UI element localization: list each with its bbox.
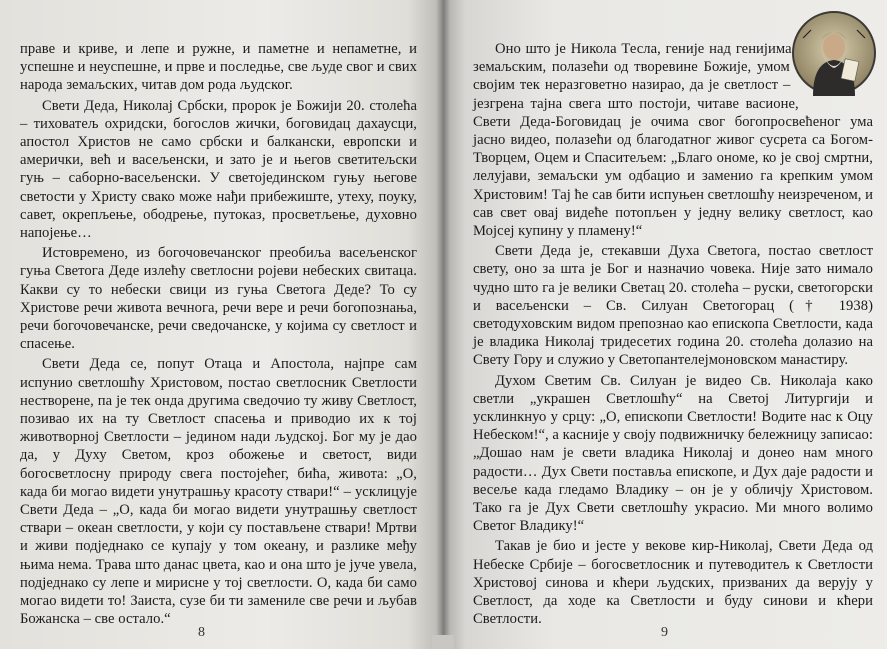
paragraph: Свети Деда је, стекавши Духа Светога, постао светлост свету, оно за шта је Бог и назначио човека. Није зато нимало чудно што га је велики Светац 20. столећа – руски, светогорски и васељенски – Св. Силуан Светогорац († 1938) светодуховским видом препознао као епископа Светлости, када је владика Николај тридесетих година 20. столећа долазио на Свету Гору и служио у Светопантелејмоновском манастиру. (473, 243, 873, 369)
paragraph: Истовремено, из богочовечанског преобиља васељенског гуња Светога Деде излећу светлосни ројеви небеских свитаца. Какви су то небески свици из гуња Светога Деде? То су Христове речи живота вечнога, речи вере и речи богопознања, речи богочовечанске, речи сведочанске, у којима су светлост и спасење. (20, 245, 417, 353)
paragraph: праве и криве, и лепе и ружне, и паметне и непаметне, и успешне и неуспешне, и прве и последње, све људе свог и свих народа земаљских, читав дом рода људског. (20, 41, 417, 94)
book-binding (432, 635, 454, 649)
paragraph: Свети Деда се, попут Отаца и Апостола, најпре сам испунио светлошћу Христовом, постао светлосник Светлости нестворене, па је тек онда другима сведочио ту живу Светлост, позивао их на ту Светлост спасења и приводио их к тој животворној Светлости – једином нади људској. Бог му је дао да, у Духу Светом, кроз обожење и светост, види богосветлосну природу свега постојећег, бића, живота: „О, када би могао видети унутрашњу красоту ствари!“ – усклицује Свети Деда – „О, када би могао видети унутрашњу светлост ствари – океан светлости, у који су постављене ствари! Мртви и живи подједнако се купају у том океану, и разлике међу њима нема. Трава што данас цвета, као и она што је јуче увела, подједнако су лепе и мирисне у тој светлости. О, када би само могао видети то! Заиста, сузе би ти замениле све речи и љубав Божанска – све остало.“ (20, 356, 417, 628)
saint-icon-medallion (791, 10, 877, 96)
paragraph: Духом Светим Св. Силуан је видео Св. Николаја како светли „украшен Светлошћу“ на Светој Литургији и усклинкнуо у срцу: „О, епископи Светлости! Водите нас к Оцу Небеском!“, а касније у своју подвижничку бележницу записао: „Дошао нам је свети владика Николај и донео нам много радости… Дух Свети поставља епископе, и Дух даје радости и весеље када гледамо Владику – он је у обличју Христовом. Тако га је Дух Свети светлошћу украсио. Ми много волимо Светог Владику!“ (473, 372, 873, 535)
left-page-text (20, 40, 417, 629)
paragraph: Свети Деда, Николај Србски, пророк је Божији 20. столећа – тиховатељ охридски, богослов жички, боговидац дахаусци, апостол Христов не само србски и балкански, европски и амерички, већ и васељенски, и зато је и његов светитељски гуњ – саборно-васељенски. У светојединском гуњу његове светости у Христу свако може нађи прибежиште, утеху, поуку, савет, окрепљење, ободрење, путоказ, просветљење, духовно напојење… (20, 97, 417, 242)
page-number-left: 8 (198, 625, 205, 640)
paragraph: Такав је био и јесте у векове кир-Николај, Свети Деда од Небеске Србије – богосветлосник и путеводитељ к Светлости Христовој синова и кћери људских, призваних да верују у Светлост, да ходе ка Светлости и буду синови и кћери Светлости. (473, 538, 873, 628)
page-number-right: 9 (661, 625, 668, 640)
paragraph: Оно што је Никола Тесла, геније над генијима земаљским, полазећи од творевине Божије, умом својим тек неразговетно назирао, да је светлост – језгрена тајна свега што постоји, читаве васионе, Свети Деда-Боговидац је очима свог богопросвећеног ума јасно видео, полазећи од благодатног живог сусрета са Богом-Творцем, Оцем и Спаситељем: „Благо ономе, ко је свој смртни, лелујави, земаљски ум одбацио и заменио га крепким умом Христовим! Тај ће сав бити испуњен светлошћу неизреченом, и сав свет овај видеће потопљен у једну велику светлост, као Мојсеј купину у пламену!“ (473, 41, 873, 240)
left-page (0, 0, 443, 649)
right-page-text (473, 40, 873, 629)
right-page (443, 0, 887, 649)
